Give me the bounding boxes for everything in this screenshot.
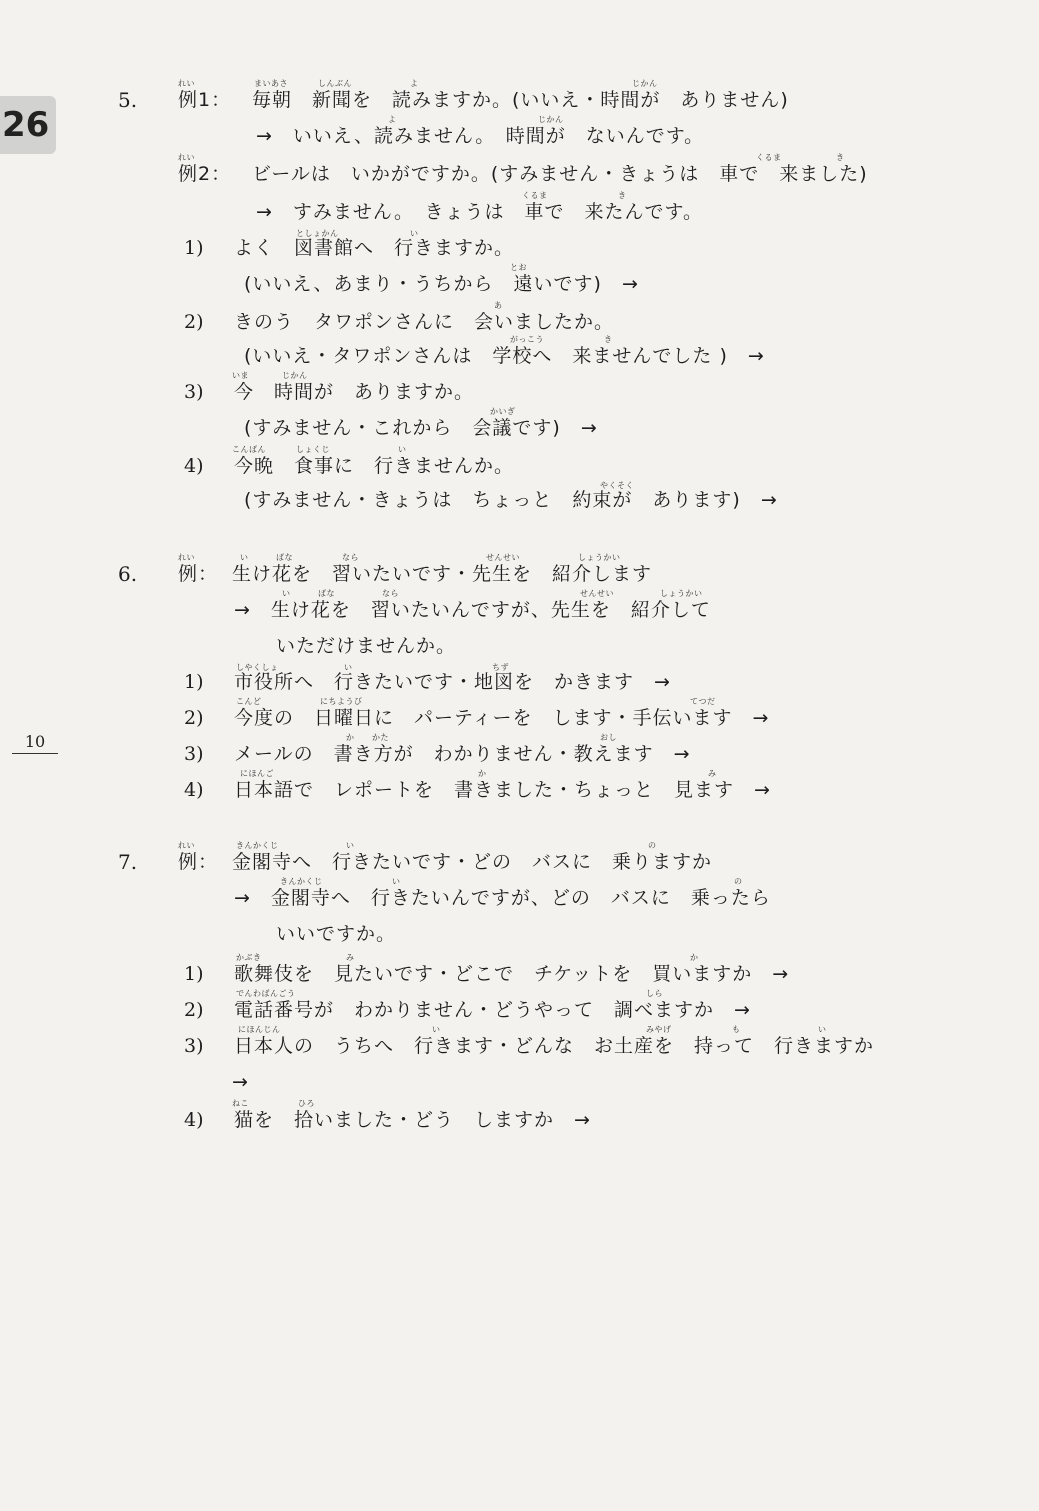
item-question: きのう タワポンさんに 会いましたか。 <box>234 311 615 333</box>
furigana: じかん <box>538 115 564 124</box>
furigana: い <box>398 445 407 454</box>
furigana: とお <box>510 263 527 272</box>
furigana: こんばん <box>232 445 266 454</box>
furigana: ひろ <box>298 1099 315 1108</box>
furigana: ねこ <box>232 1099 249 1108</box>
furigana: みやげ <box>646 1025 672 1034</box>
furigana: の <box>648 841 657 850</box>
item-hint: (すみません・これから 会議です) → <box>244 417 598 439</box>
item-number: 2) <box>184 999 204 1021</box>
item-hint: (いいえ・タワポンさんは 学校へ 来ませんでした ) → <box>244 345 765 367</box>
furigana: ばな <box>276 553 293 562</box>
furigana: よ <box>410 79 419 88</box>
furigana: い <box>346 841 355 850</box>
example-answer-continued: いただけませんか。 <box>276 635 457 657</box>
item-question: 今 時間が ありますか。 <box>234 381 475 403</box>
furigana: にちようび <box>320 697 363 706</box>
example-question: 生け花を 習いたいです・先生を 紹介します <box>232 563 653 585</box>
item-number: 3) <box>184 381 204 403</box>
furigana: い <box>240 553 249 562</box>
furigana: てつだ <box>690 697 716 706</box>
item-number: 3) <box>184 743 204 765</box>
furigana: いま <box>232 371 249 380</box>
furigana: にほんご <box>240 769 274 778</box>
furigana: かぶき <box>236 953 262 962</box>
exercise-number: 5. <box>118 88 138 112</box>
furigana: がっこう <box>510 335 544 344</box>
furigana: しら <box>646 989 663 998</box>
furigana: い <box>432 1025 441 1034</box>
item-text: 市役所へ 行きたいです・地図を かきます → <box>234 671 671 693</box>
furigana: れい <box>178 79 195 88</box>
item-number: 4) <box>184 455 204 477</box>
furigana: か <box>478 769 487 778</box>
lesson-number-tab: 26 <box>0 96 56 154</box>
furigana: い <box>818 1025 827 1034</box>
furigana: じかん <box>632 79 658 88</box>
furigana: か <box>690 953 699 962</box>
furigana: か <box>346 733 355 742</box>
furigana: み <box>708 769 717 778</box>
furigana: にほんじん <box>238 1025 281 1034</box>
furigana: い <box>392 877 401 886</box>
example-label: 例1： <box>178 89 232 111</box>
furigana: しょくじ <box>296 445 330 454</box>
furigana: くるま <box>522 191 548 200</box>
furigana: かた <box>372 733 389 742</box>
furigana: せんせい <box>486 553 520 562</box>
example-question: 金閣寺へ 行きたいです・どの バスに 乗りますか <box>232 851 713 873</box>
furigana: ちず <box>492 663 509 672</box>
item-hint: (すみません・きょうは ちょっと 約束が あります) → <box>244 489 778 511</box>
furigana: れい <box>178 553 195 562</box>
item-number: 4) <box>184 779 204 801</box>
exercise-number: 6. <box>118 562 138 586</box>
example-answer: → すみません。 きょうは 車で 来たんです。 <box>256 201 704 223</box>
example-answer: → 生け花を 習いたいんですが、先生を 紹介して <box>234 599 711 621</box>
item-text: 今度の 日曜日に パーティーを します・手伝います → <box>234 707 770 729</box>
item-text: 日本人の うちへ 行きます・どんな お土産を 持って 行きますか <box>234 1035 875 1057</box>
example-answer: → いいえ、読みません。 時間が ないんです。 <box>256 125 705 147</box>
furigana: しょうかい <box>578 553 621 562</box>
furigana: ばな <box>318 589 335 598</box>
item-number: 2) <box>184 311 204 333</box>
furigana: い <box>282 589 291 598</box>
item-number: 1) <box>184 671 204 693</box>
example-question: 毎朝 新聞を 読みますか。(いいえ・時間が ありません) <box>252 89 789 111</box>
item-hint: (いいえ、あまり・うちから 遠いです) → <box>244 273 639 295</box>
example-label: 例： <box>178 851 219 873</box>
furigana: い <box>344 663 353 672</box>
furigana: きんかくじ <box>280 877 323 886</box>
furigana: き <box>604 335 613 344</box>
furigana: こんど <box>236 697 262 706</box>
furigana: の <box>734 877 743 886</box>
furigana: しんぶん <box>318 79 352 88</box>
exercise-number: 7. <box>118 850 138 874</box>
example-answer-continued: いいですか。 <box>276 923 397 945</box>
furigana: でんわばんごう <box>236 989 296 998</box>
furigana: き <box>836 153 845 162</box>
furigana: きんかくじ <box>236 841 279 850</box>
item-number: 2) <box>184 707 204 729</box>
example-answer: → 金閣寺へ 行きたいんですが、どの バスに 乗ったら <box>234 887 771 909</box>
item-number: 1) <box>184 963 204 985</box>
furigana: しやくしょ <box>236 663 279 672</box>
item-number: 1) <box>184 237 204 259</box>
example-question: ビールは いかがですか。(すみません・きょうは 車で 来ました) <box>252 163 868 185</box>
furigana: しょうかい <box>660 589 703 598</box>
furigana: やくそく <box>600 481 634 490</box>
furigana: み <box>346 953 355 962</box>
item-text: 電話番号が わかりません・どうやって 調べますか → <box>234 999 751 1021</box>
example-label: 例2： <box>178 163 232 185</box>
item-text: 猫を 拾いました・どう しますか → <box>234 1109 591 1131</box>
item-number: 4) <box>184 1109 204 1131</box>
furigana: よ <box>388 115 397 124</box>
furigana: かいぎ <box>490 407 516 416</box>
item-text: 歌舞伎を 見たいです・どこで チケットを 買いますか → <box>234 963 790 985</box>
furigana: じかん <box>282 371 308 380</box>
furigana: としょかん <box>296 229 339 238</box>
example-label: 例： <box>178 563 219 585</box>
furigana: れい <box>178 841 195 850</box>
item-question: 今晩 食事に 行きませんか。 <box>234 455 515 477</box>
furigana: せんせい <box>580 589 614 598</box>
page-number: 10 <box>12 732 58 754</box>
item-text: メールの 書き方が わかりません・教えます → <box>234 743 691 765</box>
item-text-continued: → <box>232 1071 249 1093</box>
furigana: も <box>732 1025 741 1034</box>
furigana: い <box>410 229 419 238</box>
furigana: あ <box>494 301 503 310</box>
item-text: 日本語で レポートを 書きました・ちょっと 見ます → <box>234 779 771 801</box>
furigana: なら <box>382 589 399 598</box>
furigana: くるま <box>756 153 782 162</box>
furigana: なら <box>342 553 359 562</box>
furigana: れい <box>178 153 195 162</box>
furigana: おし <box>600 733 617 742</box>
furigana: まいあさ <box>254 79 288 88</box>
furigana: き <box>618 191 627 200</box>
item-number: 3) <box>184 1035 204 1057</box>
item-question: よく 図書館へ 行きますか。 <box>234 237 515 259</box>
